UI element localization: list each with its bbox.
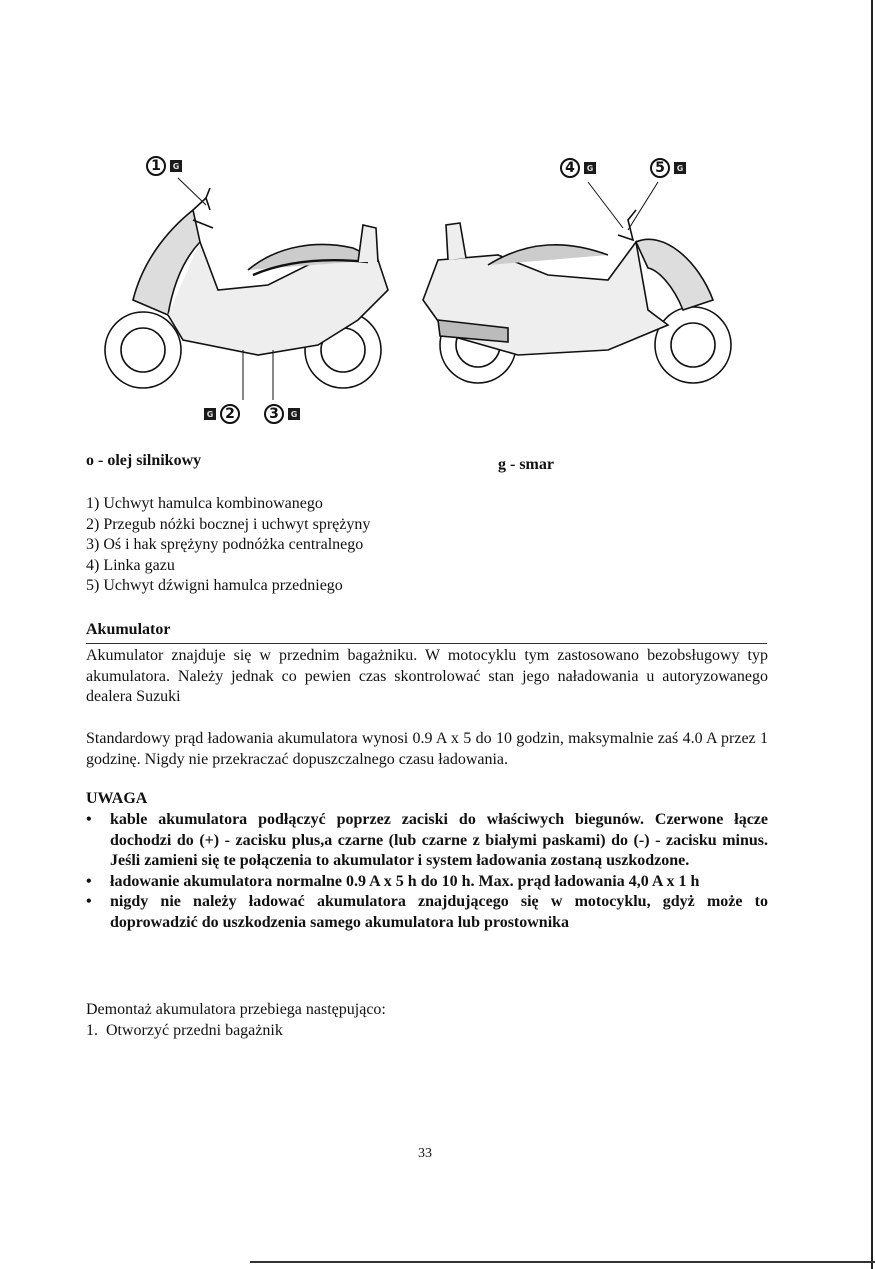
bullet-icon: • [86, 811, 92, 828]
bullet-icon: • [86, 872, 92, 890]
warning-text: ładowanie akumulatora normalne 0.9 A x 5 h do 10 h. Max. prąd ładowania 4,0 A x 1 h [110, 872, 700, 890]
grease-marker-icon: G [584, 162, 596, 174]
scan-edge-bottom [250, 1261, 875, 1263]
battery-paragraph-2: Standardowy prąd ładowania akumulatora wynosi 0.9 A x 5 do 10 godzin, maksymalnie zaś 4.0 A przez 1 godzinę. Nigdy nie przekraczać dopuszczalnego czasu ładowania. [86, 730, 768, 768]
callout-5 [650, 158, 686, 178]
grease-marker-icon: G [170, 160, 182, 172]
legend-oil: o - olej silnikowy [86, 452, 202, 469]
heading-underline [86, 643, 767, 644]
section-heading-battery: Akumulator [86, 621, 171, 638]
removal-section [86, 1000, 386, 1041]
list-item [86, 892, 768, 933]
scooter-left-side-view [105, 178, 388, 400]
callout-number: 2 [220, 404, 240, 424]
scooter-right-side-view [423, 182, 731, 383]
callout-number: 4 [560, 158, 580, 178]
removal-step-1: 1. Otworzyć przedni bagażnik [86, 1021, 283, 1039]
list-item: 4) Linka gazu [86, 556, 175, 574]
lubrication-figure [88, 150, 748, 430]
bullet-icon: • [86, 893, 92, 910]
callout-4 [560, 158, 596, 178]
scan-edge-right [871, 0, 873, 1269]
list-item [86, 810, 768, 872]
grease-marker-icon: G [288, 408, 300, 420]
warning-text: kable akumulatora podłączyć poprzez zaciski do właściwych biegunów. Czerwone łącze dochodzi do (+) - zacisku plus,a czarne (lub czarne z białymi paskami) do (-) - zacisku minus. Jeśli zamieni się te połączenia to akumulator i system ładowania zostaną uszkodzone. [110, 811, 768, 869]
grease-marker-icon: G [204, 408, 216, 420]
list-item: 3) Oś i hak sprężyny podnóżka centralnego [86, 536, 364, 553]
scooter-illustrations [88, 150, 748, 430]
grease-marker-icon: G [674, 162, 686, 174]
warning-list [86, 810, 768, 933]
callout-3 [264, 404, 300, 424]
front-wheel-left [105, 312, 181, 388]
legend-grease: g - smar [498, 456, 554, 473]
battery-paragraph-1: Akumulator znajduje się w przednim bagażniku. W motocyklu tym zastosowano bezobsługowy typ akumulatora. Należy jednak co pewien czas skontrolować stan jego naładowania u autoryzowanego dealera Suzuki [86, 647, 768, 705]
removal-intro: Demontaż akumulatora przebiega następująco: [86, 1001, 386, 1018]
list-item: 2) Przegub nóżki bocznej i uchwyt sprężyny [86, 515, 371, 533]
callout-2 [204, 404, 240, 424]
callout-number: 3 [264, 404, 284, 424]
parts-list [86, 494, 370, 597]
callout-1 [146, 156, 182, 176]
list-item [86, 872, 768, 893]
list-item: 5) Uchwyt dźwigni hamulca przedniego [86, 577, 343, 594]
page-number: 33 [418, 1146, 432, 1161]
list-item: 1) Uchwyt hamulca kombinowanego [86, 495, 323, 512]
warning-heading: UWAGA [86, 790, 148, 807]
warning-text: nigdy nie należy ładować akumulatora znajdującego się w motocyklu, gdyż może to doprowadzić do uszkodzenia samego akumulatora lub prostownika [110, 893, 768, 931]
callout-number: 1 [146, 156, 166, 176]
front-wheel-right [655, 307, 731, 383]
callout-number: 5 [650, 158, 670, 178]
